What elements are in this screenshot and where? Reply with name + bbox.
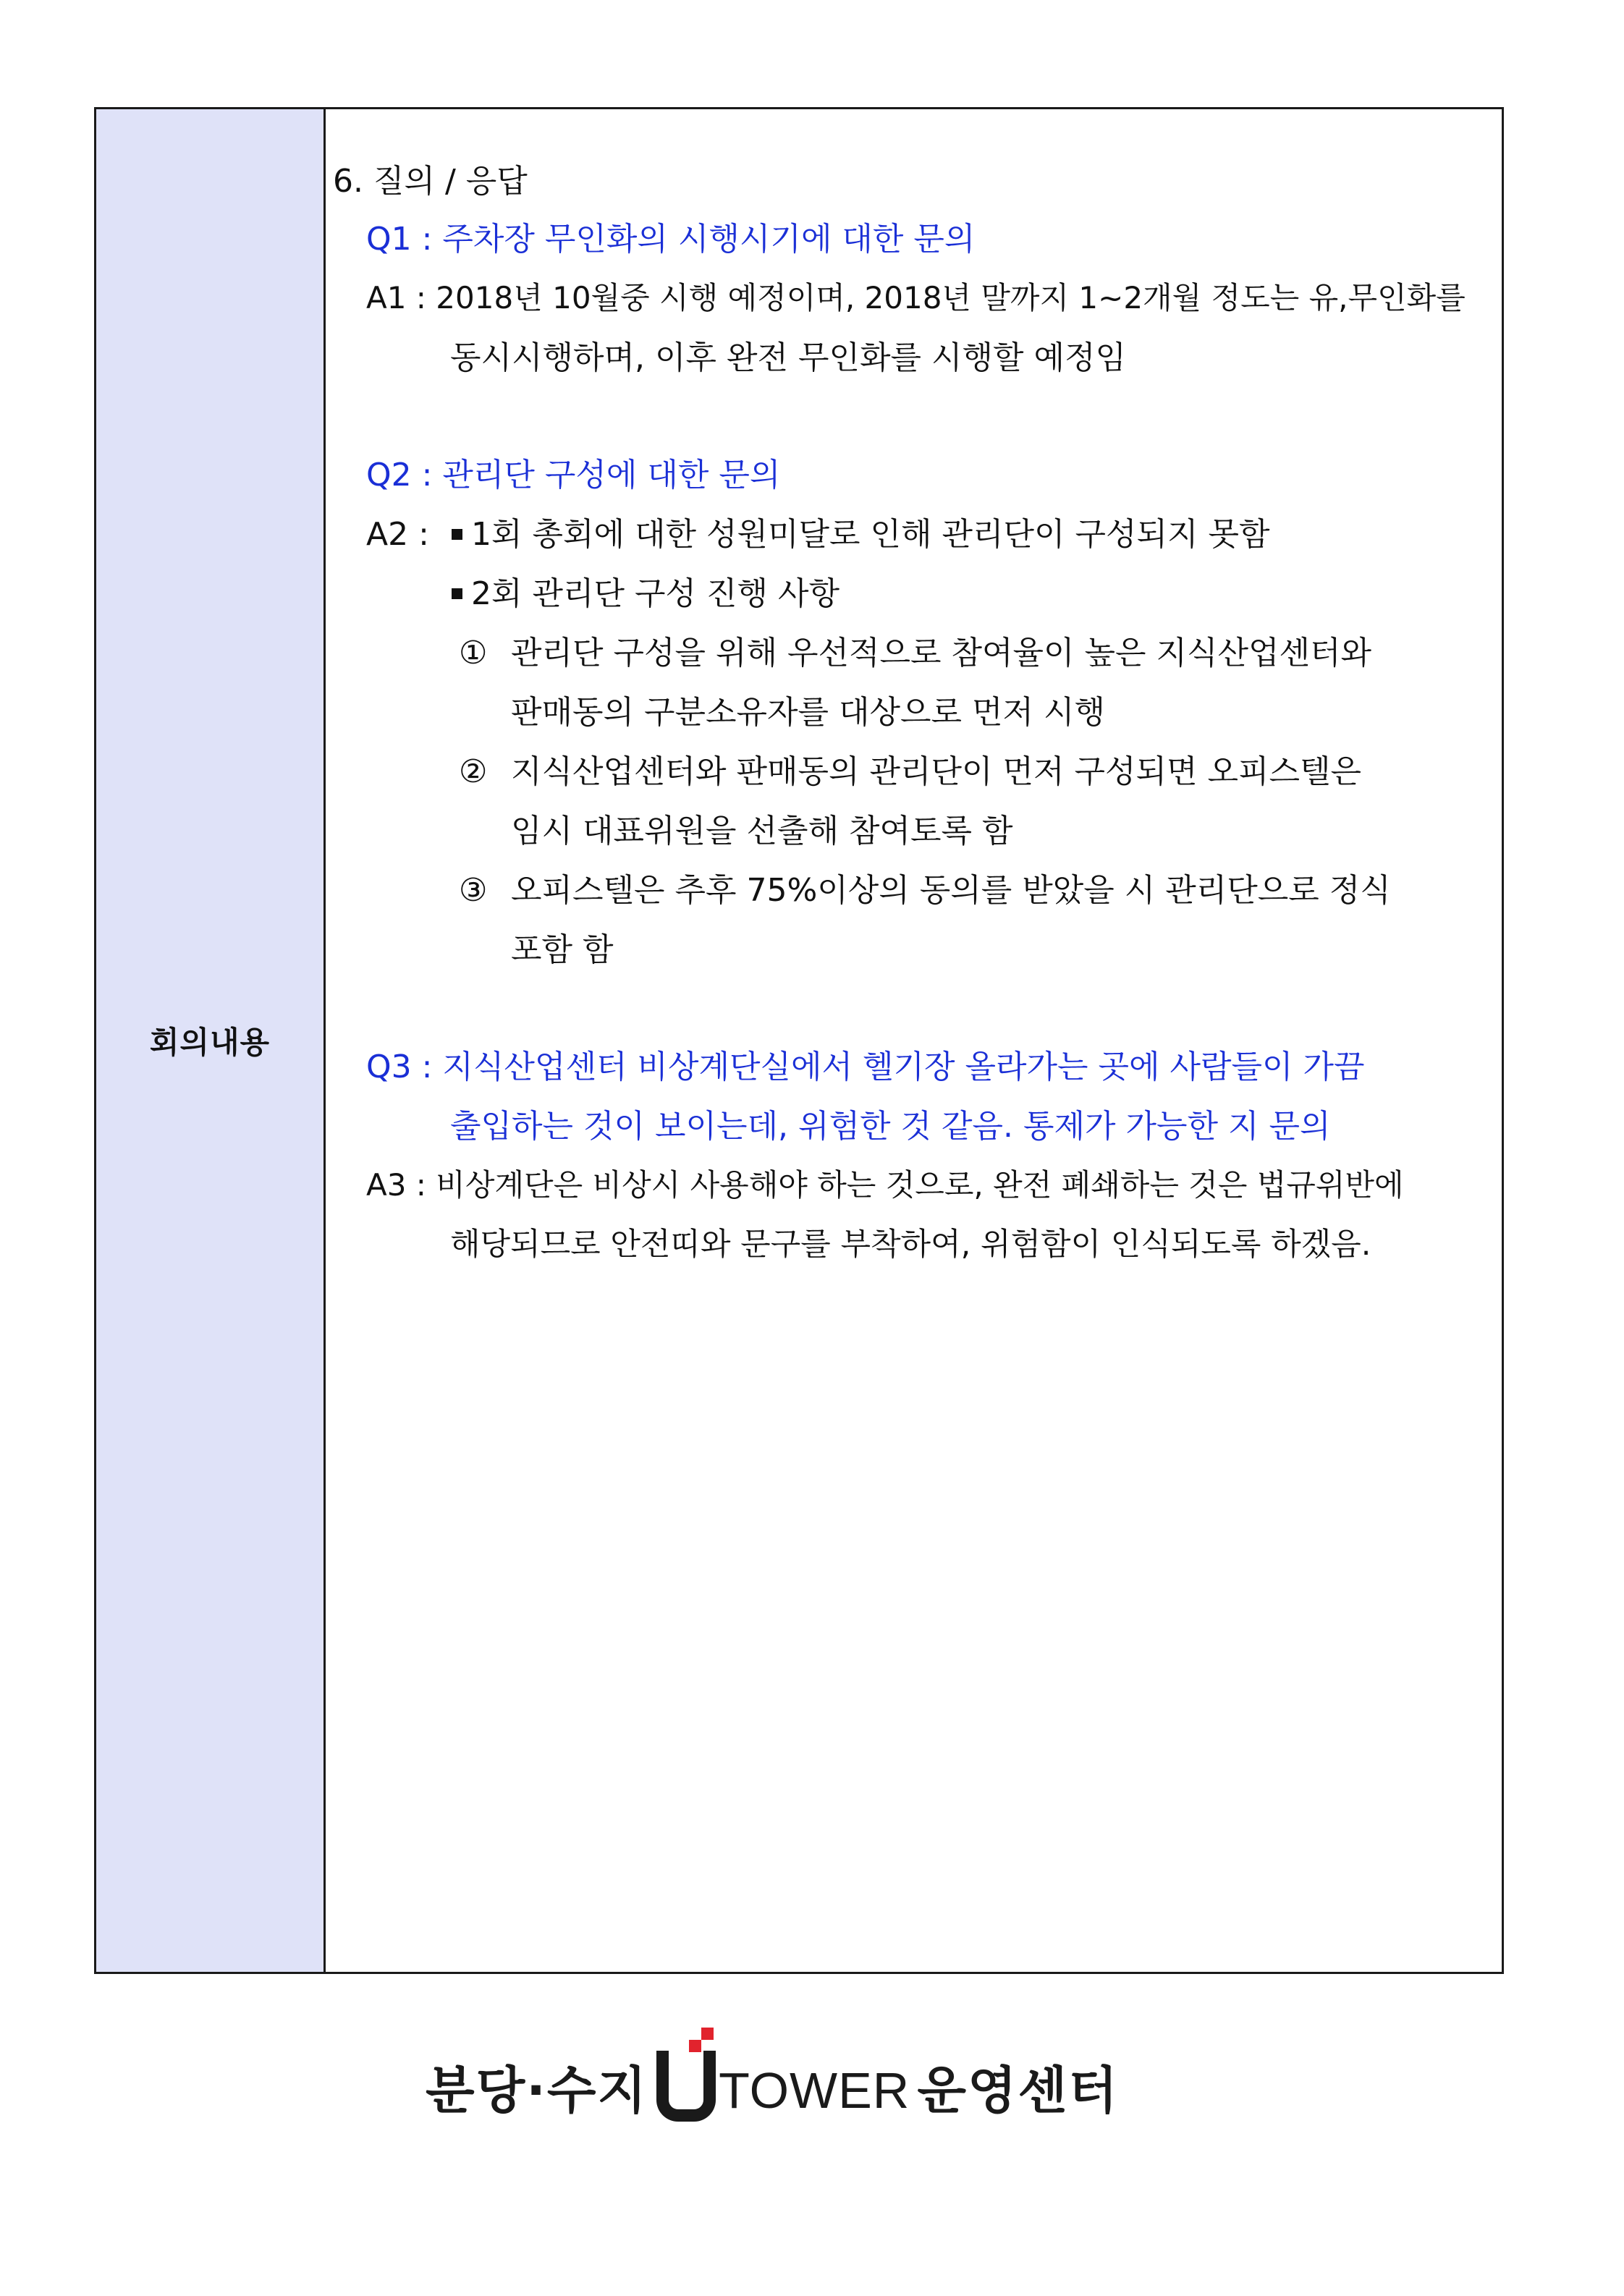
qa-heading: 6. 질의 / 응답 xyxy=(333,163,528,200)
minutes-table xyxy=(94,107,1504,1974)
item-3-num: ③ xyxy=(459,872,488,909)
square-bullet-icon xyxy=(452,588,462,599)
item-1-line-1: 관리단 구성을 위해 우선적으로 참여율이 높은 지식산업센터와 xyxy=(511,635,1372,672)
item-3-line-2: 포함 함 xyxy=(511,931,614,968)
question-1: Q1 : 주차장 무인화의 시행시기에 대한 문의 xyxy=(366,221,976,258)
red-square-icon xyxy=(701,2028,714,2040)
label-cell xyxy=(96,109,326,1972)
question-2: Q2 : 관리단 구성에 대한 문의 xyxy=(366,457,781,493)
section-label: 회의내용 xyxy=(149,1025,271,1060)
answer-1-line-2: 동시시행하며, 이후 완전 무인화를 시행할 예정임 xyxy=(450,339,1126,376)
question-3-line-1: Q3 : 지식산업센터 비상계단실에서 헬기장 올라가는 곳에 사람들이 가끔 xyxy=(366,1049,1365,1085)
content-cell xyxy=(326,109,1502,1972)
u-shape-icon xyxy=(656,2051,716,2122)
item-1-num: ① xyxy=(459,635,488,672)
question-3-line-2: 출입하는 것이 보이는데, 위험한 것 같음. 통제가 가능한 지 문의 xyxy=(450,1108,1331,1145)
answer-1-line-1: A1 : 2018년 10월중 시행 예정이며, 2018년 말까지 1~2개월 정도는 유,무인화를 xyxy=(366,280,1466,315)
item-3-line-1: 오피스텔은 추후 75%이상의 동의를 받았을 시 관리단으로 정식 xyxy=(511,872,1391,909)
answer-2-prefix: A2 : xyxy=(366,516,429,553)
item-2-line-2: 임시 대표위원을 선출해 참여토록 함 xyxy=(511,813,1013,850)
square-bullet-icon xyxy=(452,529,462,540)
footer-brand-text: TOWER xyxy=(719,2062,910,2119)
answer-2-bullet-2: 2회 관리단 구성 진행 사항 xyxy=(452,578,840,610)
answer-2-bullet-1: 1회 총회에 대한 성원미달로 인해 관리단이 구성되지 못함 xyxy=(452,519,1270,551)
footer-location-text: 분당·수지 xyxy=(426,2061,648,2120)
item-1-line-2: 판매동의 구분소유자를 대상으로 먼저 시행 xyxy=(511,694,1106,731)
answer-3-line-2: 해당되므로 안전띠와 문구를 부착하여, 위험함이 인식되도록 하겠음. xyxy=(450,1227,1371,1263)
item-2-line-1: 지식산업센터와 판매동의 관리단이 먼저 구성되면 오피스텔은 xyxy=(511,753,1362,790)
answer-3-line-1: A3 : 비상계단은 비상시 사용해야 하는 것으로, 완전 폐쇄하는 것은 법규위반에 xyxy=(366,1167,1404,1203)
u-logo-mark xyxy=(656,2028,716,2122)
item-2-num: ② xyxy=(459,753,488,790)
footer-center-text: 운영센터 xyxy=(917,2061,1119,2120)
footer-logo xyxy=(426,2013,1200,2122)
